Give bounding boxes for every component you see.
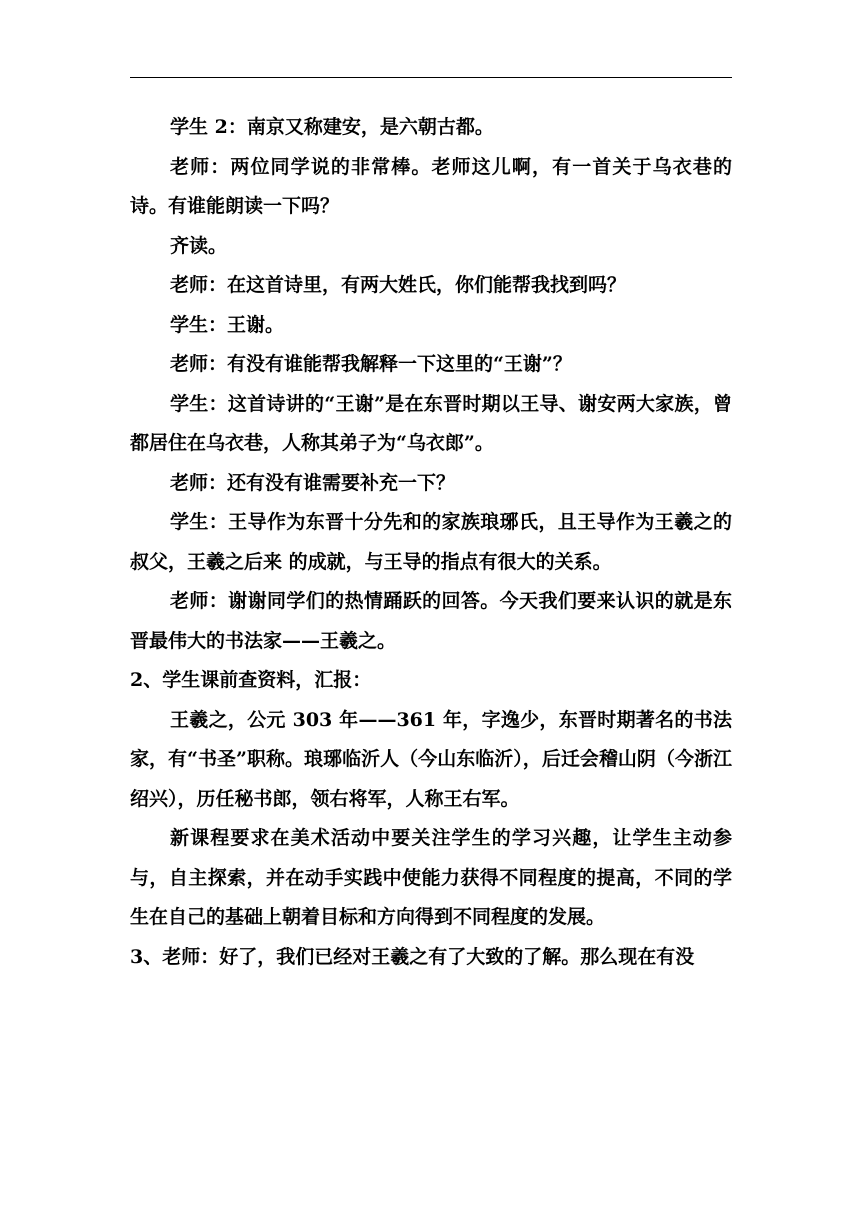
paragraph: 学生：王谢。 <box>170 313 285 336</box>
paragraph: 老师：在这首诗里，有两大姓氏，你们能帮我找到吗？ <box>170 274 627 296</box>
section-heading: 3、老师：好了，我们已经对王羲之有了大致的了解。那么现在有没 <box>130 945 695 968</box>
header-rule <box>130 77 732 78</box>
paragraph: 老师：两位同学说的非常棒。老师这儿啊，有一首关于乌衣巷的诗。有谁能朗读一下吗？ <box>130 155 732 217</box>
paragraph: 学生：这首诗讲的“王谢”是在东晋时期以王导、谢安两大家族，曾都居住在乌衣巷，人称其弟子为“乌衣郎”。 <box>130 392 732 454</box>
paragraph: 齐读。 <box>170 234 228 257</box>
section-heading: 2、学生课前查资料，汇报： <box>130 669 372 691</box>
paragraph: 学生 2：南京又称建安，是六朝古都。 <box>170 116 494 138</box>
paragraph: 老师：谢谢同学们的热情踊跃的回答。今天我们要来认识的就是东晋最伟大的书法家——王羲之。 <box>130 590 732 652</box>
paragraph: 老师：还有没有谁需要补充一下？ <box>170 471 456 494</box>
paragraph: 学生：王导作为东晋十分先和的家族琅琊氏，且王导作为王羲之的叔父，王羲之后来 的成就，与王导的指点有很大的关系。 <box>130 511 732 573</box>
document-body <box>130 108 732 977</box>
paragraph: 王羲之，公元 303 年——361 年，字逸少，东晋时期著名的书法家，有“书圣”职称。琅琊临沂人（今山东临沂），后迁会稽山阴（今浙江绍兴），历任秘书郎，领右将军，人称王右军。 <box>130 708 732 810</box>
paragraph: 老师：有没有谁能帮我解释一下这里的“王谢”？ <box>170 353 572 375</box>
paragraph: 新课程要求在美术活动中要关注学生的学习兴趣，让学生主动参与，自主探索，并在动手实践中使能力获得不同程度的提高，不同的学生在自己的基础上朝着目标和方向得到不同程度的发展。 <box>130 827 732 928</box>
